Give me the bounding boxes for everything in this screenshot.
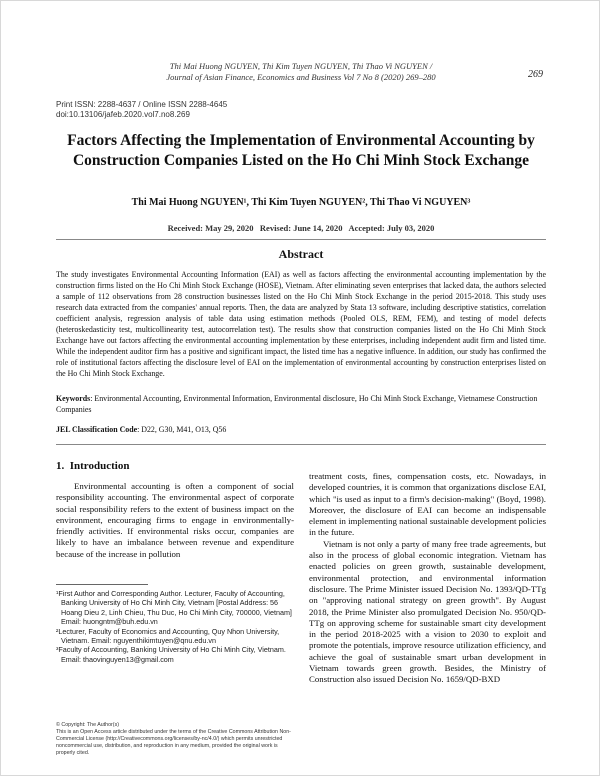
running-journal: Journal of Asian Finance, Economics and Business Vol 7 No 8 (2020) 269–280 <box>166 72 436 82</box>
jel-label: JEL Classification Code <box>56 425 138 434</box>
keywords <box>56 393 546 415</box>
intro-right-paragraph-1: treatment costs, fines, compensation costs, etc. Nowadays, in developed countries, it is common that organizations disclose EAI, which "is used as input to a firm's decision-making" (Boyd, 1998). Moreover, the disclosure of EAI can become an indispensable element in implementing national sustainable development policies in the future. <box>309 471 546 538</box>
running-header <box>1 61 600 83</box>
copyright-notice <box>56 722 296 757</box>
license-text: This is an Open Access article distributed under the terms of the Creative Commons Attribution Non-Commercial License (http://Creativecommons.org/licenses/by-nc/4.0/) which permits unrestricted noncommercial use, distribution, and reproduction in any medium, provided the original work is properly cited. <box>56 729 291 756</box>
divider-top <box>56 239 546 240</box>
footnote-rule <box>56 584 148 585</box>
title-line-2: Construction Companies Listed on the Ho Chi Minh Stock Exchange <box>72 152 529 169</box>
divider-bottom <box>56 444 546 445</box>
section-heading: 1. Introduction <box>56 460 130 472</box>
jel-text: : D22, G30, M41, O13, Q56 <box>137 425 227 434</box>
footnote-2: ²Lecturer, Faculty of Economics and Accounting, Quy Nhon University, Vietnam. Email: nguyenthikimtuyen@qnu.edu.vn <box>56 626 280 646</box>
intro-right-column <box>309 471 546 686</box>
intro-left-paragraph: Environmental accounting is often a component of social responsibility accounting. The environmental aspect of corporate social responsibility refers to the extent of business impact on the environment, encouraging firms to engage in environmentally-friendly activities. If environmental risks occur, companies are likely to have an imbalance between revenue and expenditure because of the increase in pollution <box>56 481 294 559</box>
title-line-1: Factors Affecting the Implementation of Environmental Accounting by <box>67 132 535 149</box>
abstract-body: The study investigates Environmental Accounting Information (EAI) as well as factors affecting the environmental accounting implementation by the construction firms listed on the Ho Chi Minh Stock Exchange (HOSE), Vietnam. After eliminating seven enterprises that lacked data, the authors selected a sample of 112 observations from 28 construction businesses listed on the Ho Chi Minh Stock Exchange in the period 2015-2018. This study uses research data extracted from the companies' annual reports. Then, the data are analyzed by Stata 13 software, including descriptive statistics, correlation coefficient analysis, regression analysis of table data using estimation methods (Pooled OLS, REM, FEM), and testing of model defects (heteroskedasticity test, multicollinearity test, autocorrelation test). The results show that construction companies listed on the Ho Chi Minh Stock Exchange have out factors affecting the environmental accounting implementation by these enterprises, including independent audit firm and listed time. While the independent auditor firm has a positive and significant impact, the listed time has a negative influence. In addition, our study has confirmed the role of institutional factors affecting the disclosure level of EAI on the implementation of environmental accounting by construction enterprises listed on the Ho Chi Minh Stock Exchange. <box>56 270 546 378</box>
issn-block <box>56 100 227 120</box>
author-list: Thi Mai Huong NGUYEN¹, Thi Kim Tuyen NGUYEN², Thi Thao Vi NGUYEN³ <box>131 197 471 208</box>
paper-title <box>41 131 561 171</box>
footnote-1: ¹First Author and Corresponding Author. Lecturer, Faculty of Accounting, Banking University of Ho Chi Minh City, Vietnam [Postal Address: 56 Hoang Dieu 2, Linh Chieu, Thu Duc, Ho Chi Minh City, 700000, Vietnam] Email: huongntm@buh.edu.vn <box>56 589 292 627</box>
jel-codes <box>56 425 546 434</box>
intro-right-paragraph-2: Vietnam is not only a party of many free trade agreements, but also in the process of global economic integration. Vietnam has enacted policies on green growth, sustainable development, environmental protection, and environmental information disclosure. The Prime Minister issued Decision No. 1393/QD-TTg on "approving national strategy on green growth". By August 2018, the Prime Minister also promulgated Decision No. 950/QD-TTg on approving scheme for sustainable smart city development in the period 2018-2025 with a vision to 2030 to exploit and promote the potentials, improve resource utilization efficiency, and achieve the goal of sustainable smart urban development in Vietnam towards green growth. Besides, the Ministry of Construction also issued Decision No. 1659/QD-BXD <box>309 538 546 685</box>
issn-line: Print ISSN: 2288-4637 / Online ISSN 2288-4645 <box>56 100 228 109</box>
page-number: 269 <box>528 69 543 80</box>
submission-dates: Received: May 29, 2020 Revised: June 14, 2020 Accepted: July 03, 2020 <box>167 223 435 233</box>
copyright-line: © Copyright: The Author(s) <box>56 722 119 728</box>
keywords-text: : Environmental Accounting, Environmental Information, Environmental disclosure, Ho Chi Minh Stock Exchange, Vietnamese Construction Companies <box>56 394 538 414</box>
footnotes <box>56 589 296 664</box>
running-authors: Thi Mai Huong NGUYEN, Thi Kim Tuyen NGUYEN, Thi Thao Vi NGUYEN / <box>169 61 433 71</box>
footnote-3: ³Faculty of Accounting, Banking University of Ho Chi Minh City, Vietnam. Email: thaovinguyen13@gmail.com <box>56 645 286 664</box>
keywords-label: Keywords <box>56 394 91 403</box>
doi-line: doi:10.13106/jafeb.2020.vol7.no8.269 <box>56 110 190 119</box>
abstract-heading: Abstract <box>278 247 324 261</box>
